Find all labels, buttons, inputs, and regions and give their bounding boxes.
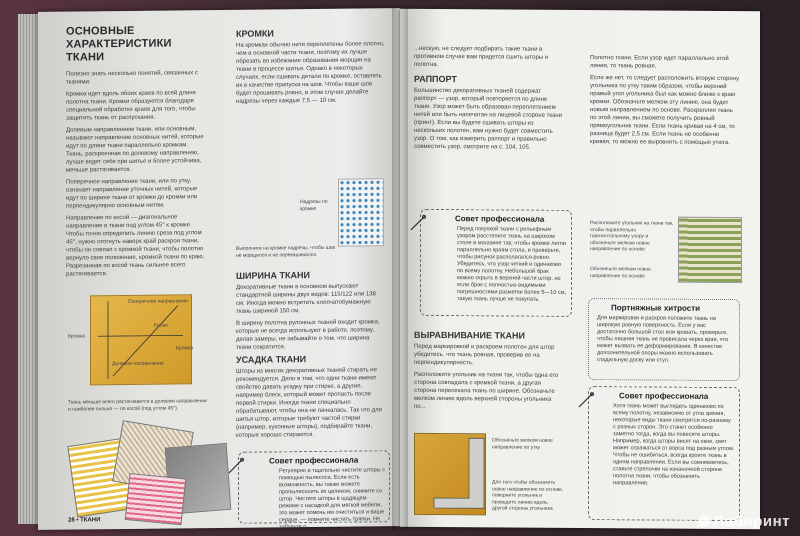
vyravn-text: Перед маркировкой и раскроем полотен для штор убедитесь, что ткань ровная, проверив ее на перпендикулярность.	[414, 343, 555, 367]
bullet-1: Кромка идет вдоль обоих краев по всей длине полотна ткани. Кромки образуются благодаря специальной обработке краев для того, чтобы защитить ткань от распускания.	[66, 90, 196, 122]
tip-title-left: Совет профессионала	[269, 455, 359, 466]
watermark-logo	[698, 513, 790, 530]
left-column-2b	[236, 266, 386, 444]
needle-icon	[227, 457, 245, 475]
striped-caption: Расположите угольник на ткани так, чтобы параллельно горизонтальному узору и обозначьте мелком новое направление по основе	[590, 220, 674, 253]
tip2-title: Совет профессионала	[619, 391, 709, 401]
swatch-pink	[125, 473, 187, 525]
grain-arrows	[68, 290, 203, 391]
label-kromka-right: Кромка	[176, 345, 193, 352]
hitrosti-box	[588, 298, 740, 381]
intro-text: Полезно знать несколько понятий, связанных с тканями:	[66, 70, 198, 86]
hitrosti-title: Портняжные хитрости	[611, 303, 701, 313]
bullet-3: Поперечное направление ткани, или по утку, означает направление уточных нитей, которые идут по ширине ткани от кромки до кромки или перпендикулярно основным нитям.	[66, 178, 198, 210]
rapport-text: Большинство декоративных тканей содержат раппорт — узор, который повторяется по длине ткани. Узор может быть образован переплетением нитей или быть напечатан на лицевой стороне ткани (принт). Если вы будете сшивать шторы из нескольких полотен, вам нужно будет совместить узор. О том, как измерить раппорт и правильно совместить узор, смотрите на с. 104, 105.	[414, 87, 563, 151]
page-folio: 28 • ТКАНИ	[68, 517, 101, 524]
heading-shirina: ШИРИНА ТКАНИ	[236, 270, 310, 281]
right-column-1b	[414, 327, 564, 416]
tip1-text: Перед покупкой ткани с рельефным узором расстелите ткань на широком столе в магазине так, чтобы кромки легли параллельно краям стола, и проверьте, чтобы рисунок располагался ровно. Убедитесь, что узор четкий и одинаково по всему полотну. Небольшой брак можно скрыть в верхней части штор, но если брак с полностью видимыми погрешностями разметки более 5—10 см, такую ткань лучше не покупать.	[457, 226, 567, 303]
needle-icon	[409, 214, 427, 232]
label-kosaya: Косая	[154, 322, 168, 329]
heading-usadka: УСАДКА ТКАНИ	[236, 354, 307, 365]
vyravn-text-2: Расположите угольник на ткани так, чтобы одна его сторона совпадала с кромкой ткани, а другая сторона пересекала ткань по ширине. Обозначьте мелком линию вдоль верхней стороны угольника по...	[414, 371, 559, 410]
watermark-text: Лабиринт	[713, 513, 790, 530]
tip1-title: Совет профессионала	[455, 214, 545, 224]
right-page	[400, 9, 760, 530]
hitrosti-text: Для маркировки и раскроя положите ткань на широкую ровную поверхность. Если у вас достаточно большой стол или кровать, проверьте, чтобы лишняя ткань не провисала через края, что может вызвать ее деформирование. В качестве дополнительной опоры можно использовать гладильную доску или стул.	[597, 315, 729, 364]
striped-label: Обозначьте мелком новое направление по основе	[590, 266, 651, 279]
heading-vyravn: ВЫРАВНИВАНИЕ ТКАНИ	[414, 329, 525, 341]
shirina-text-2: В ширину полотна рулонных тканей входит кромка, которые не всегда используют в работе, поэтому, делая замеры, не забывайте о том, что ширина ткани сократится.	[236, 319, 380, 351]
tip-box-right-2	[588, 386, 740, 521]
fabric-swatches-photo	[72, 420, 232, 522]
right-column-1	[414, 45, 564, 156]
right-column-2	[590, 54, 740, 151]
left-page	[38, 8, 400, 530]
tip-box-left	[238, 450, 390, 530]
striped-fabric-image	[678, 217, 742, 283]
heading-kromki: КРОМКИ	[236, 28, 274, 39]
book-spine	[392, 8, 408, 530]
tip-text-left: Регулярно и тщательно чистите шторы с помощью пылесоса. Если есть возможность, вы также можете пропылесосить их целиком, снимите со штор. Чистите шторы в щадящем режиме с насадкой для мягкой мебели, это может помочь им очиститься и ваше сердце, — помните чистить тряпки. Не забудьте о...	[279, 467, 385, 530]
square-ruler-graphic	[414, 433, 504, 514]
shirina-text: Декоративные ткани в основном выпускают стандартной ширины двух видов: 115/122 или 138 см. Иногда можно встретить хлопчатобумажную ткань шириной 150 см.	[236, 283, 376, 315]
tip2-text: Хотя ткань может выглядеть одинаково по всему полотну, независимо от угла зрения, некоторые виды ткани смотрятся по-разному с разных сторон. Это станет особенно заметно тогда, когда вы повесите шторы. Например, когда шторы висят на окне, свет может отражаться от ворса под разным углом. Чтобы не ошибиться, всегда кроите ткань в одном направлении. Если вы сомневаетесь, ставьте стрелочки на изнаночной стороне полотна ткани, чтобы обозначить направление.	[613, 403, 735, 487]
diagram-caption: Ткань меньше всего растягивается в долевом направлении и наиболее сильно — по косой (под углом 45°).	[68, 398, 207, 413]
heading-rapport: РАППОРТ	[414, 73, 457, 85]
label-kromka-left: Кромка	[68, 333, 85, 340]
left-column-1	[66, 24, 206, 282]
yellow-caption-top: Обозначьте мелком новое направление по утку	[492, 437, 553, 451]
left-column-2	[236, 24, 386, 110]
tip-box-right-1	[420, 209, 572, 317]
nadrezy-caption: Выполните на кромке надрезы, чтобы шов не морщился и не перекашивался.	[236, 244, 336, 259]
kromki-text: На кромках обычно нити переплетены более плотно, чем в основной части ткани, поэтому их лучше обрезать во избежание образования морщин на ткани в процессе шитья. Однако в некоторых случаях, если сшивать детали по кромке, оставлять их в качестве припуска на шов. Чтобы ваше шов будет прошивать ровно, в этом случае делайте надрезы через каждые 7,5 — 10 см.	[236, 41, 385, 105]
yellow-caption-bottom: Для того чтобы обозначить новое направление по основе, поверните угольник и проведите линию вдоль другой стороны угольника	[492, 479, 564, 512]
label-poperechnoe: Поперечное направление	[128, 298, 188, 305]
col2-text: Полотно ткани. Если узор идет параллельно этой линии, то ткань ровная.	[590, 55, 729, 70]
grain-diagram	[68, 290, 203, 391]
labirint-icon	[698, 515, 710, 527]
needle-icon	[577, 391, 595, 409]
page-heading: ОСНОВНЫЕ ХАРАКТЕРИСТИКИ ТКАНИ	[66, 24, 172, 64]
bullet-4: Направление по косой — диагональное направление в ткани под углом 45° к кромке. Чтобы точно определить линию среза под углом 45°, нужно отогнуть наверх край раскроя ткани, чтобы он совпал с кромкой ткани, чтобы полотно вернуло свое положение, кромкой ткани по краю. Разрезанная по косой ткань сильнее всего растягивается.	[66, 214, 205, 278]
bullet-2: Долевым направлением ткани, или основным, называют направление основных нитей, которые идут по длине ткани параллельно кромкам. Ткань, раскроенная по долевому направлению, лучше ведет себя при шитье и более устойчива, меньше растягивается.	[66, 126, 204, 174]
nadrezy-label: Надрезы по кромке	[300, 198, 328, 212]
top-text: ...нескую, не следует подбирать такие ткани в противном случае вам придется сшить шторы и полотна.	[414, 45, 549, 69]
usadka-text: Шторы из многих декоративных тканей стирать не рекомендуется. Дело в том, что одни ткани имеют свойство давать усадку при стирке, а другие, например блеск, который может пропасть после первой стирки. Иногда ткани специально обрабатывают, чтобы она не пачкалась. Так что для шитья штор, которые требуют частой стирки (например, кухонные шторы), подбирайте ткани, которые хорошо стираются.	[236, 367, 382, 439]
kromka-fabric-image	[338, 178, 384, 246]
label-dolevoe: Долевое направление	[112, 360, 164, 368]
col2-text-2: Если же нет, то следует расположить вторую сторону угольника по утку таким образом, чтобы верхний правый угол угольника был как можно ближе к краю кромки. Обозначьте мелком эту линию, она будет новым направлением по основе. Раскрепляя ткань по этой линии, вы сможете получить ровный прямоугольник ткани. Если ткань кривая на 4 см, то разница будет 2,5 см. Если ткань не особенно кривая, то можно ее выровнять с помощью утюга.	[590, 75, 740, 147]
